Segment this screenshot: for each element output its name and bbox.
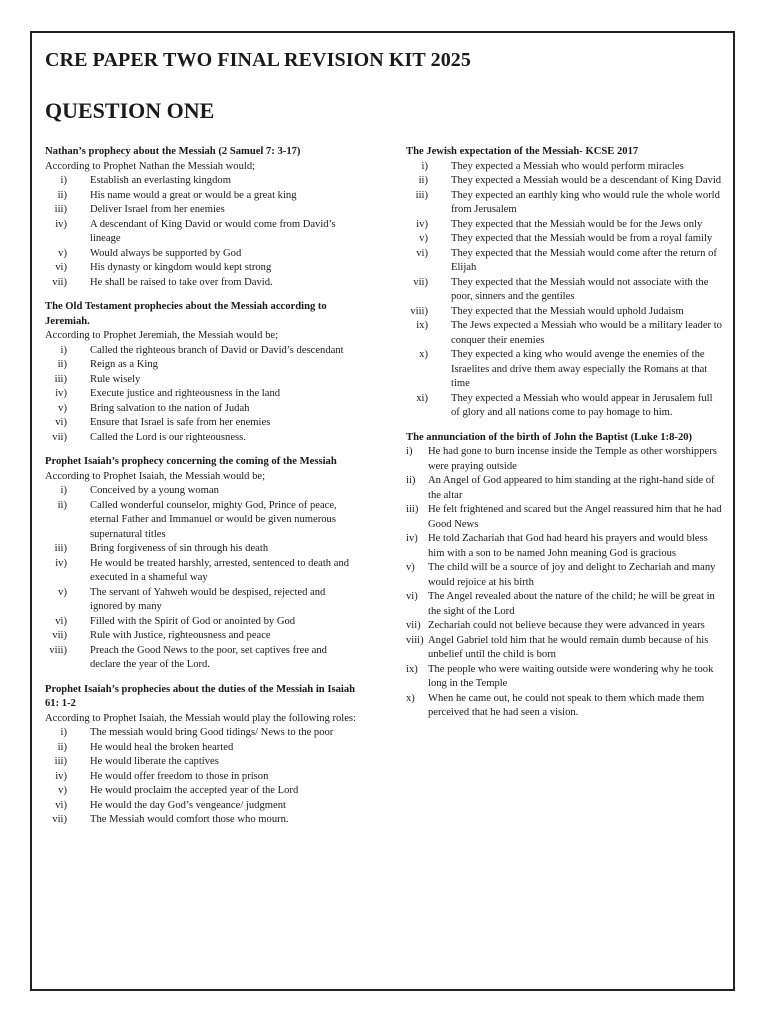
item-text: Reign as a King — [90, 359, 158, 370]
item-text: They expected a king who would avenge the enemies of the Israelites and drive them away especially the Romans at that time — [451, 349, 708, 389]
item-text: He would heal the broken hearted — [90, 741, 234, 753]
list-item — [45, 261, 357, 276]
section-title: Nathan’s prophecy about the Messiah (2 Samuel 7: 3-17) — [45, 146, 301, 157]
item-number: iv) — [55, 388, 67, 399]
item-text: He would liberate the captives — [90, 756, 219, 767]
list-item — [406, 189, 722, 218]
item-number: vii) — [52, 814, 67, 825]
section-intro: According to Prophet Nathan the Messiah would; — [45, 160, 256, 172]
item-text: His name would a great or would be a great king — [90, 189, 297, 201]
item-text: They expected that the Messiah would come after the return of Elijah — [451, 247, 717, 273]
item-text: The people who were waiting outside were wondering why he took long in the Temple — [428, 663, 714, 689]
item-text: Filled with the Spirit of God or anointed by God — [90, 615, 296, 627]
item-number: v) — [419, 233, 428, 244]
item-number: v) — [406, 562, 415, 573]
item-number: viii) — [410, 305, 428, 317]
item-list — [406, 445, 722, 721]
item-number: v) — [58, 586, 67, 598]
list-item — [406, 160, 722, 175]
item-text: He shall be raised to take over from David. — [90, 276, 273, 288]
item-number: ii) — [406, 475, 416, 486]
item-text: An Angel of God appeared to him standing at the right-hand side of the altar — [428, 475, 715, 501]
list-item — [45, 276, 357, 291]
list-item — [406, 247, 722, 276]
item-number: vi) — [55, 799, 67, 811]
item-text: Called the righteous branch of David or David’s descendant — [90, 344, 344, 356]
item-number: iii) — [54, 204, 67, 215]
list-item — [45, 557, 357, 586]
item-number: iii) — [54, 543, 67, 554]
item-list — [406, 160, 722, 421]
item-number: iv) — [55, 218, 67, 230]
list-item — [45, 586, 357, 615]
item-text: Preach the Good News to the poor, set captives free and declare the year of the Lord. — [90, 644, 327, 670]
list-item — [45, 344, 357, 359]
list-item — [406, 319, 722, 348]
section — [406, 431, 722, 721]
list-item — [45, 358, 357, 373]
list-item — [406, 590, 722, 619]
list-item — [406, 692, 722, 721]
item-number: iv) — [55, 557, 67, 569]
section-intro: According to Prophet Isaiah, the Messiah would be; — [45, 470, 266, 482]
item-text: They expected that the Messiah would uphold Judaism — [451, 305, 684, 317]
list-item — [406, 503, 722, 532]
item-text: He would proclaim the accepted year of the Lord — [90, 785, 299, 796]
item-number: x) — [419, 349, 428, 360]
item-number: i) — [60, 485, 67, 496]
item-number: i) — [60, 175, 67, 186]
list-item — [45, 373, 357, 388]
section-title: The Old Testament prophecies about the Messiah according to Jeremiah. — [45, 301, 327, 327]
item-text: They expected a Messiah would be a descendant of King David — [451, 175, 722, 186]
item-text: He would the day God’s vengeance/ judgment — [90, 799, 286, 811]
item-text: Zechariah could not believe because they were advanced in years — [428, 620, 705, 631]
list-item — [45, 615, 357, 630]
item-number: v) — [58, 785, 67, 796]
item-text: The Angel revealed about the nature of the child; he will be great in the sight of the Lord — [428, 591, 715, 617]
item-number: vi) — [416, 247, 428, 259]
list-item — [45, 499, 357, 543]
item-number: i) — [406, 446, 413, 457]
item-number: iii) — [415, 189, 428, 201]
list-item — [45, 799, 357, 814]
item-text: Called wonderful counselor, mighty God, Prince of peace, eternal Father and Immanuel or would be given numerous supernatural titles — [90, 499, 337, 540]
section — [45, 145, 357, 290]
item-number: ii) — [418, 175, 428, 186]
item-number: vi) — [55, 615, 67, 627]
list-item — [45, 402, 357, 417]
section-title: Prophet Isaiah’s prophecy concerning the coming of the Messiah — [45, 456, 337, 467]
item-number: i) — [60, 727, 67, 738]
item-text: Rule wisely — [90, 373, 141, 385]
list-item — [45, 813, 357, 828]
item-number: iv) — [55, 770, 67, 782]
section — [45, 683, 357, 828]
item-text: When he came out, he could not speak to them which made them perceived that he had seen a vision. — [428, 692, 705, 718]
item-number: vii) — [52, 630, 67, 641]
section — [406, 145, 722, 421]
list-item — [45, 203, 357, 218]
item-text: The Jews expected a Messiah who would be a military leader to conquer their enemies — [451, 320, 722, 346]
list-item — [45, 484, 357, 499]
list-item — [45, 247, 357, 262]
item-list — [45, 484, 357, 673]
item-number: iv) — [416, 218, 428, 230]
list-item — [45, 542, 357, 557]
list-item — [406, 392, 722, 421]
section-intro: According to Prophet Jeremiah, the Messiah would be; — [45, 330, 279, 341]
item-text: The Messiah would comfort those who mourn. — [90, 814, 289, 825]
list-item — [406, 619, 722, 634]
list-item — [45, 416, 357, 431]
section-title: Prophet Isaiah’s prophecies about the duties of the Messiah in Isaiah 61: 1-2 — [45, 683, 356, 709]
section — [45, 300, 357, 445]
item-text: They expected that the Messiah would not associate with the poor, sinners and the gentiles — [451, 276, 709, 302]
item-number: iii) — [406, 504, 419, 515]
item-list — [45, 344, 357, 446]
list-item — [45, 387, 357, 402]
section-title: The annunciation of the birth of John the Baptist (Luke 1:8-20) — [406, 431, 693, 443]
item-text: Conceived by a young woman — [90, 485, 219, 496]
list-item — [406, 474, 722, 503]
item-text: The messiah would bring Good tidings/ News to the poor — [90, 727, 334, 738]
item-number: ix) — [406, 663, 418, 675]
item-list — [45, 726, 357, 828]
item-text: Bring forgiveness of sin through his death — [90, 543, 269, 554]
item-text: He would offer freedom to those in prison — [90, 770, 269, 782]
item-text: Bring salvation to the nation of Judah — [90, 402, 250, 414]
item-text: They expected an earthly king who would rule the whole world from Jerusalem — [451, 189, 720, 215]
question-title: QUESTION ONE — [45, 98, 215, 123]
list-item — [45, 726, 357, 741]
item-text: He would be treated harshly, arrested, sentenced to death and executed in a shameful way — [90, 557, 350, 583]
list-item — [45, 218, 357, 247]
item-text: They expected a Messiah who would perform miracles — [451, 160, 684, 172]
item-text: The servant of Yahweh would be despised, rejected and ignored by many — [90, 586, 326, 612]
item-text: Execute justice and righteousness in the land — [90, 388, 281, 399]
item-text: Would always be supported by God — [90, 247, 242, 259]
page-title: CRE PAPER TWO FINAL REVISION KIT 2025 — [45, 49, 471, 71]
item-text: He felt frightened and scared but the Angel reassured him that he had Good News — [428, 504, 722, 530]
item-number: v) — [58, 247, 67, 259]
section-title: The Jewish expectation of the Messiah- KCSE 2017 — [406, 146, 639, 157]
list-item — [406, 634, 722, 663]
list-item — [406, 218, 722, 233]
item-number: ii) — [57, 189, 67, 201]
item-text: Deliver Israel from her enemies — [90, 204, 225, 215]
section — [45, 455, 357, 673]
left-column — [45, 145, 357, 838]
list-item — [406, 305, 722, 320]
list-item — [406, 232, 722, 247]
item-text: Angel Gabriel told him that he would remain dumb because of his unbelief until the child is born — [428, 634, 709, 660]
item-text: Rule with Justice, righteousness and peace — [90, 630, 271, 641]
item-number: vii) — [413, 276, 428, 288]
list-item — [406, 663, 722, 692]
item-number: i) — [60, 344, 67, 356]
item-number: i) — [421, 160, 428, 172]
right-column — [406, 145, 722, 731]
list-item — [45, 629, 357, 644]
list-item — [406, 561, 722, 590]
item-text: They expected that the Messiah would be from a royal family — [451, 233, 713, 244]
item-number: iii) — [54, 756, 67, 767]
item-text: He told Zachariah that God had heard his prayers and would bless him with a son to be named John meaning God is gracious — [428, 533, 708, 559]
item-number: vi) — [406, 591, 418, 602]
list-item — [406, 445, 722, 474]
item-number: vi) — [55, 417, 67, 428]
item-number: v) — [58, 402, 67, 414]
item-text: He had gone to burn incense inside the Temple as other worshippers were praying outside — [428, 446, 717, 472]
list-item — [45, 644, 357, 673]
item-number: xi) — [416, 392, 428, 404]
section-intro: According to Prophet Isaiah, the Messiah would play the following roles: — [45, 712, 356, 724]
item-text: Called the Lord is our righteousness. — [90, 431, 246, 443]
list-item — [406, 532, 722, 561]
item-number: ii) — [57, 741, 67, 753]
list-item — [45, 770, 357, 785]
item-text: They expected a Messiah who would appear in Jerusalem full of glory and all nations come to pay homage to him. — [451, 392, 713, 418]
item-number: iv) — [406, 533, 418, 544]
item-number: iii) — [54, 373, 67, 385]
item-number: vi) — [55, 262, 67, 273]
item-text: The child will be a source of joy and delight to Zechariah and many would rejoice at his birth — [428, 562, 716, 588]
item-text: Ensure that Israel is safe from her enemies — [90, 417, 271, 428]
item-number: viii) — [49, 644, 67, 656]
list-item — [45, 784, 357, 799]
item-number: vii) — [52, 276, 67, 288]
list-item — [45, 189, 357, 204]
item-text: Establish an everlasting kingdom — [90, 175, 231, 186]
item-number: vii) — [52, 431, 67, 443]
item-number: ii) — [57, 499, 67, 511]
list-item — [45, 741, 357, 756]
item-number: ii) — [57, 359, 67, 370]
list-item — [45, 174, 357, 189]
list-item — [45, 755, 357, 770]
item-number: viii) — [406, 634, 424, 646]
item-text: A descendant of King David or would come from David’s lineage — [90, 218, 336, 244]
item-text: They expected that the Messiah would be for the Jews only — [451, 218, 703, 230]
item-text: His dynasty or kingdom would kept strong — [90, 262, 272, 273]
list-item — [406, 276, 722, 305]
list-item — [45, 431, 357, 446]
list-item — [406, 348, 722, 392]
list-item — [406, 174, 722, 189]
item-number: x) — [406, 692, 415, 704]
item-number: ix) — [416, 320, 428, 331]
item-number: vii) — [406, 620, 421, 631]
item-list — [45, 174, 357, 290]
